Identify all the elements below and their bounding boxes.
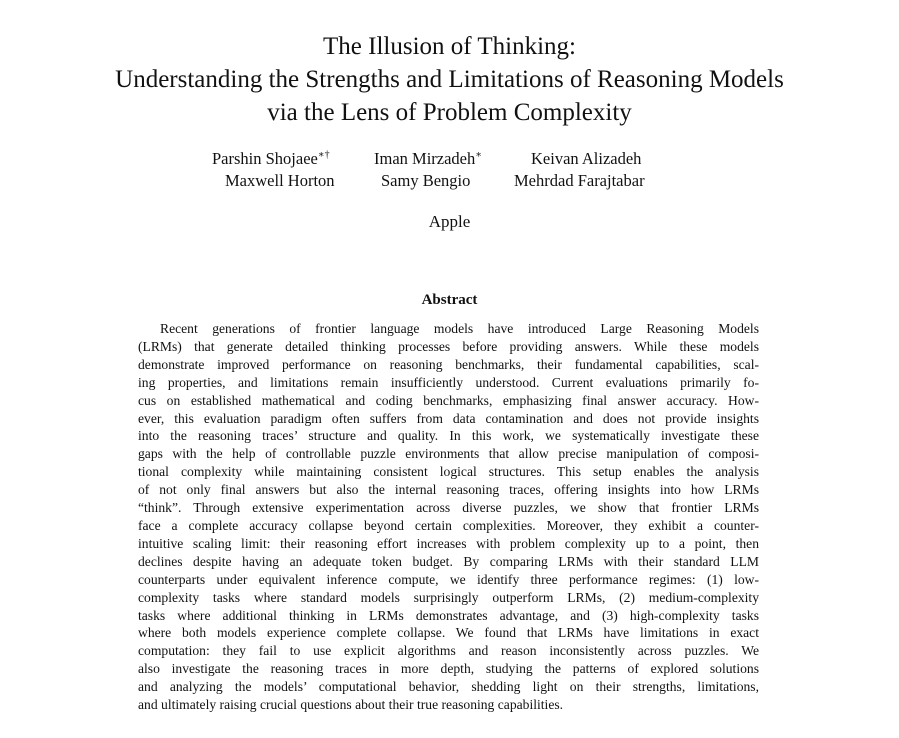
title-line-2: Understanding the Strengths and Limitations of Reasoning Models (115, 66, 784, 93)
abstract-line: computation: they fail to use explicit algorithms and reason inconsistently across puzzles. We (138, 643, 759, 659)
abstract-line: cus on established mathematical and coding benchmarks, emphasizing final answer accuracy. How- (138, 392, 759, 408)
abstract-body (138, 320, 759, 714)
author-1: Parshin Shojaee∗† (212, 149, 330, 168)
paper-title (0, 30, 899, 129)
abstract-line: face a complete accuracy collapse beyond certain complexities. Moreover, they exhibit a counter- (138, 517, 759, 533)
abstract-line: where both models experience complete collapse. We found that LRMs have limitations in exact (138, 625, 759, 641)
abstract-line: into the reasoning traces’ structure and quality. In this work, we systematically investigate these (138, 428, 759, 444)
title-line-1: The Illusion of Thinking: (323, 33, 576, 60)
abstract-line: gaps with the help of controllable puzzle environments that allow precise manipulation of composi- (138, 446, 759, 462)
title-line-3: via the Lens of Problem Complexity (267, 99, 632, 126)
abstract-line: complexity tasks where standard models surprisingly outperform LRMs, (2) medium-complexity (138, 589, 759, 605)
abstract-line: intuitive scaling limit: their reasoning effort increases with problem complexity up to a point, then (138, 535, 759, 551)
abstract-line: (LRMs) that generate detailed thinking processes before providing answers. While these models (138, 338, 759, 354)
abstract-line: tional complexity while maintaining consistent logical structures. This setup enables the analysis (138, 464, 759, 480)
abstract-line: ever, this evaluation paradigm often suffers from data contamination and does not provide insights (138, 410, 759, 426)
abstract-line: “think”. Through extensive experimentation across diverse puzzles, we show that frontier LRMs (138, 500, 759, 516)
abstract-line: Recent generations of frontier language models have introduced Large Reasoning Models (160, 321, 759, 336)
abstract-line: and analyzing the models’ computational behavior, shedding light on their strengths, limitations, (138, 679, 759, 695)
author-6: Mehrdad Farajtabar (514, 171, 645, 190)
abstract-line: ing properties, and limitations remain insufficiently understood. Current evaluations primarily fo- (138, 374, 759, 390)
abstract-line: and ultimately raising crucial questions about their true reasoning capabilities. (138, 697, 564, 713)
author-2: Iman Mirzadeh∗ (374, 149, 483, 168)
affiliation: Apple (428, 212, 471, 231)
abstract-heading: Abstract (421, 292, 478, 308)
author-5: Samy Bengio (381, 171, 471, 190)
abstract-line: tasks where additional thinking in LRMs demonstrates advantage, and (3) high-complexity tasks (138, 607, 759, 623)
author-4: Maxwell Horton (225, 171, 335, 190)
abstract-line: of not only final answers but also the internal reasoning traces, offering insights into how LRMs (138, 482, 759, 498)
abstract-line: also investigate the reasoning traces in more depth, studying the patterns of explored solutions (138, 661, 759, 677)
abstract-line: counterparts under equivalent inference compute, we identify three performance regimes: (1) low- (138, 571, 759, 587)
abstract-line: declines despite having an adequate token budget. By comparing LRMs with their standard LLM (138, 553, 759, 569)
author-3: Keivan Alizadeh (531, 149, 642, 168)
abstract-line: demonstrate improved performance on reasoning benchmarks, their fundamental capabilities, scal- (138, 356, 759, 372)
